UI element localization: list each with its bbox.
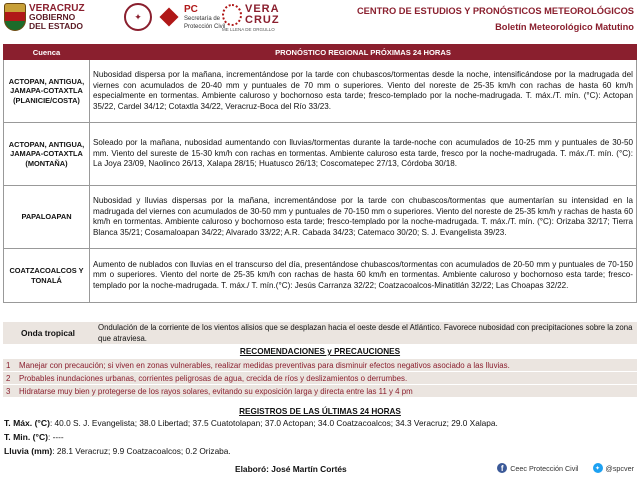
cuenca-cell: PAPALOAPAN [4, 186, 90, 249]
list-item-number: 1 [6, 360, 11, 370]
record-tmin-value: : ---- [48, 432, 64, 442]
list-item-number: 3 [6, 386, 11, 396]
header [0, 0, 640, 44]
brand-word-cruz: CRUZ [245, 14, 280, 26]
column-header-pronostico: PRONÓSTICO REGIONAL PRÓXIMAS 24 HORAS [90, 45, 637, 60]
record-lluvia-label: Lluvia (mm) [4, 446, 53, 456]
social-links [497, 463, 634, 473]
list-item-text: Probables inundaciones urbanas, corrientes peligrosas de agua, crecida de ríos y deslizamientos o derrumbes. [19, 373, 408, 383]
veracruz-coat-of-arms-icon [4, 3, 26, 31]
table-row [4, 186, 637, 249]
list-item-text: Manejar con precaución; si viven en zonas vulnerables, realizar medidas preventivas para disminuir efectos negativos asociado a las lluvias. [19, 360, 510, 370]
veracruz-brand-logo [222, 4, 280, 32]
brand-tagline: ME LLENA DE ORGULLO [222, 27, 275, 32]
ornament-icon [222, 4, 242, 26]
list-item [3, 359, 637, 372]
twitter-icon: ✦ [593, 463, 603, 473]
cuenca-cell: ACTOPAN, ANTIGUA, JAMAPA-COTAXTLA (MONTAÑA) [4, 123, 90, 186]
recommendations-title: RECOMENDACIONES y PRECAUCIONES [239, 347, 401, 356]
civil-protection-icon [158, 6, 180, 28]
onda-tropical-box [3, 322, 637, 345]
brand-word-vera: VERA [245, 3, 280, 15]
forecast-cell: Nubosidad dispersa por la mañana, incrementándose por la tarde con chubascos/tormentas desde la noche, intensificándose por la madrugada del viernes con acumulados de 20-40 mm y puntuales de 70 mm o superiores. Viento del noreste de 25-35 km/h con rachas de hasta 60 km/h especialmente en tormentas. Ambiente caluroso y bochornoso esta tarde; fresco-templado por la noche-madrugada. T. máx./T. mín. (°C): Actopan 35/22, Cardel 34/12; Cotaxtla 34/22, Veracruz-Boca del Río 33/23. [90, 60, 637, 123]
recommendations-list [3, 359, 637, 398]
proteccion-civil-logo [124, 3, 225, 31]
table-row [4, 123, 637, 186]
table-row [4, 249, 637, 303]
record-tmax [4, 418, 498, 428]
author-signature: Elaboró: José Martín Cortés [235, 464, 347, 474]
page-subtitle: Boletín Meteorológico Matutino [495, 22, 634, 32]
onda-tropical-text: Ondulación de la corriente de los vientos alisios que se desplazan hacia el oeste desde el Atlántico. Favorece nubosidad con precipitaciones sobre la zona que atraviesa. [98, 323, 633, 343]
logo-estado-word: DEL ESTADO [29, 20, 83, 31]
cuenca-cell: ACTOPAN, ANTIGUA, JAMAPA-COTAXTLA (PLANICIE/COSTA) [4, 60, 90, 123]
logo-gobierno-word: GOBIERNO [29, 11, 76, 22]
record-tmax-label: T. Máx. (°C) [4, 418, 50, 428]
logo-veracruz-word: VERACRUZ [29, 2, 85, 14]
title-block [357, 6, 634, 32]
record-lluvia [4, 446, 231, 456]
forecast-cell: Aumento de nublados con lluvias en el transcurso del día, presentándose chubascos/tormentas con acumulados de 20-50 mm y puntuales de 70-150 mm o superiores. Viento del norte de 25-35 km/h con rachas de hasta 60 km/h en tormentas. Ambiente caluroso y bochornoso esta tarde; fresco-templado por la noche-madrugada. T. máx./ T. mín.(°C): Jesús Carranza 32/22; Coatzacoalcos-Minatitlán 32/22; Las Choapas 32/22. [90, 249, 637, 303]
forecast-cell: Soleado por la mañana, nubosidad aumentando con lluvias/tormentas durante la tarde-noche con acumulados de 10-25 mm y puntuales de 30-50 mm. Viento del sureste de 15-30 km/h con rachas en tormentas. Ambiente caluroso esta tarde, fresco por la noche-madrugada. T. máx./T. mín. (°C): La Joya 23/09, Naolinco 26/13, Xalapa 28/15; Huatusco 26/13; Coscomatepec 27/13, Córdoba 30/18. [90, 123, 637, 186]
page-title: CENTRO DE ESTUDIOS Y PRONÓSTICOS METEOROLÓGICOS [356, 6, 634, 16]
record-tmin [4, 432, 64, 442]
list-item-text: Hidratarse muy bien y protegerse de los rayos solares, evitando su exposición larga y directa entre las 11 y 4 pm [19, 386, 413, 396]
pc-line1: Secretaría de [184, 15, 221, 22]
forecast-cell: Nubosidad y lluvias dispersas por la mañana, incrementándose por la tarde con chubascos/tormentas que aumentarían su intensidad en la madrugada del viernes con acumulados de 30-50 mm y puntuales de 70-150 mm o superiores. Viento del noreste de 25-35 km/h y rachas de hasta 60 km/h en tormentas. Ambiente caluroso y bochornoso esta tarde; fresco-templado por la noche-madrugada. T. máx./T. mín. (°C): Orizaba 32/17; Tierra Blanca 35/21; Cosamaloapan 34/22; Alvarado 33/22; A.R. Cabada 34/23; Catemaco 30/20; S. J. Evangelista 39/23. [90, 186, 637, 249]
record-tmin-label: T. Min. (°C) [4, 432, 49, 442]
table-row [4, 60, 637, 123]
onda-tropical-label: Onda tropical [21, 328, 75, 338]
facebook-icon: f [497, 463, 507, 473]
pc-mark-text: PC [184, 3, 198, 15]
forecast-table [3, 44, 637, 303]
list-item [3, 385, 637, 398]
cuenca-cell: COATZACOALCOS Y TONALÁ [4, 249, 90, 303]
twitter-link[interactable]: @spcver [605, 463, 634, 473]
state-seal-icon: ✦ [124, 3, 152, 31]
list-item [3, 372, 637, 385]
pc-line2: Protección Civil [184, 23, 226, 30]
veracruz-government-logo [4, 3, 85, 31]
table-header-row [4, 45, 637, 60]
facebook-link[interactable]: Ceec Protección Civil [510, 463, 579, 473]
column-header-cuenca: Cuenca [4, 45, 90, 60]
record-tmax-value: : 40.0 S. J. Evangelista; 38.0 Libertad; 37.5 Cuatotolapan; 37.0 Actopan; 34.0 Coatzacoalcos; 34.3 Veracruz; 29.0 Xalapa. [49, 418, 498, 428]
records-title: REGISTROS DE LAS ÚLTIMAS 24 HORAS [239, 407, 401, 416]
list-item-number: 2 [6, 373, 11, 383]
record-lluvia-value: : 28.1 Veracruz; 9.9 Coatzacoalcos; 0.2 Orizaba. [52, 446, 231, 456]
